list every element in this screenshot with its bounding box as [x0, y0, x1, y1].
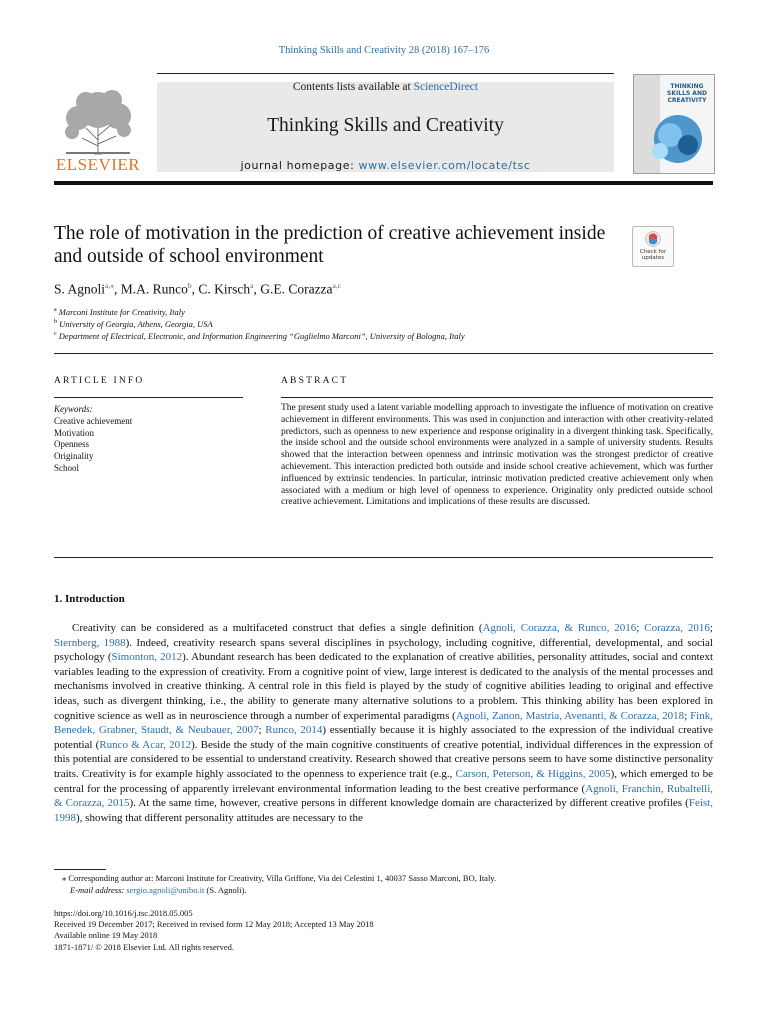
keyword-item: Openness: [54, 439, 89, 450]
citation-link[interactable]: Agnoli, Corazza, & Runco, 2016: [482, 622, 637, 634]
author-list: S. Agnoli$^{a,⁎}$, M.A. Runco$^b$, C. Kirsch$^a$, G.E. Corazza$^{a,c}$: [54, 281, 342, 297]
body-text: ;: [684, 709, 691, 722]
affiliation-item: [54, 331, 465, 341]
author-name: M.A. Runco: [120, 281, 188, 297]
journal-citation-link[interactable]: Thinking Skills and Creativity 28 (2018) 167–176: [278, 45, 490, 56]
corresponding-author-note: ⁎ Corresponding author at: Marconi Institute for Creativity, Villa Griffone, Via dei Celestini 1, 40037 Sasso Marconi, BO, Italy.: [62, 873, 497, 883]
cover-artwork: [640, 109, 710, 167]
contents-line: [157, 81, 614, 93]
contents-prefix: Contents lists available at: [292, 81, 414, 93]
body-text: ). Indeed, creativity research spans several disciplines in psychology, including cognitive, differential, developmental, and social psychology (: [54, 636, 713, 664]
article-info-rule: [54, 397, 243, 398]
affiliation-mark: c: [54, 331, 57, 338]
body-text: ), showing that different personality attitudes are necessary to the: [76, 811, 363, 824]
cover-title: THINKING SKILLS AND CREATIVITY: [667, 83, 707, 104]
masthead-top-rule: [157, 73, 614, 74]
author-affiliation-mark[interactable]: b: [187, 281, 192, 290]
author-name: C. Kirsch: [198, 281, 251, 297]
keyword-item: Motivation: [54, 427, 94, 438]
abstract-text: The present study used a latent variable modelling approach to investigate the influence of motivation on creative achievement in different environments. This was used in conjunction and interaction with other creativity-related predictors, such as openness to new experience and response originality in a divergent thinking task. Specifically, the inside school and the outside school environments were analyzed in a sample of university students. Results showed that the interaction between openness and intrinsic motivation was the strongest predictor of creative achievement. This interaction predicted both outside and inside school creative achievement, which was further influenced by extrinsic tendencies. In particular, intrinsic motivation predicted creative achievement only when associated with a medium or high level of openness to experience. Originality only predicted outside school creative achievement. Limitations and implications of these results are discussed.: [281, 403, 713, 508]
citation-link[interactable]: Agnoli, Franchin, Rubaltelli, & Corazza, 2015: [54, 782, 713, 810]
citation-link[interactable]: Sternberg, 1988: [54, 636, 126, 649]
homepage-line: [157, 159, 614, 172]
author-affiliation-mark[interactable]: a: [250, 281, 254, 290]
keywords-label: Keywords:: [54, 404, 93, 414]
copyright-line: 1871-1871/ © 2018 Elsevier Ltd. All rights reserved.: [54, 942, 234, 952]
publisher-name: ELSEVIER: [55, 155, 141, 174]
introduction-paragraph: [54, 621, 713, 825]
affiliation-item: [54, 307, 185, 317]
abstract-bottom-divider: [54, 557, 713, 558]
body-text: ;: [709, 622, 713, 634]
check-for-updates-label: Check for updates: [639, 249, 667, 261]
body-text: ). Beside the study of the main cognitive constituents of creative potential, individual differences in the expression of this potential are considered to be essential to understand creativity. Research showed that creative persons seem to have some distinctive personality traits. Creativity is for example highly associated to the openness to experience trait (e.g.,: [54, 738, 713, 780]
affiliation-text: Marconi Institute for Creativity, Italy: [58, 307, 185, 317]
email-label: E-mail address:: [70, 885, 127, 895]
available-online-date: Available online 19 May 2018: [54, 930, 158, 940]
body-text: ). Abundant research has been dedicated to the explanation of creative abilities, personality attitudes, social and context variables leading to the expression of creativity. From a cognitive point of view, large interest is dedicated to the analysis of the mental processes and mechanisms involved in creative thinking. A central role in this field is played by the study of cognitive abilities leading to original and effective ideas, such as divergent thinking, i.e., the ability to generate many alternative solutions to a problem. This thinking ability has been explored in cognitive science as well as in neuroscience through a number of experimental paradigms (: [54, 651, 713, 722]
body-text: ;: [258, 724, 266, 737]
masthead-bottom-rule: [54, 181, 713, 185]
keyword-item: Originality: [54, 451, 94, 462]
author-name: S. Agnoli: [54, 281, 106, 297]
affiliation-text: University of Georgia, Athens, Georgia, USA: [59, 319, 213, 329]
crossmark-icon: [645, 231, 661, 247]
affiliation-text: Department of Electrical, Electronic, and Information Engineering “Guglielmo Marconi”, University of Bologna, Italy: [58, 331, 465, 341]
citation-link[interactable]: Runco, 2014: [265, 724, 323, 737]
citation-link[interactable]: Corazza, 2016: [644, 622, 710, 634]
journal-cover-thumbnail[interactable]: [633, 74, 715, 174]
author-name: G.E. Corazza: [260, 281, 333, 297]
citation-link[interactable]: Agnoli, Zanon, Mastria, Avenanti, & Corazza, 2018: [455, 709, 685, 722]
email-note: [70, 885, 246, 895]
article-title: The role of motivation in the prediction of creative achievement inside and outside of school environment: [54, 223, 606, 267]
article-info-heading: ARTICLE INFO: [54, 376, 145, 386]
keywords-block: [54, 404, 132, 475]
body-text: ;: [636, 622, 645, 634]
body-text: Creativity can be considered as a multifaceted construct that defies a single definition (: [72, 622, 483, 634]
author-email-link[interactable]: sergio.agnoli@unibo.it: [126, 885, 205, 895]
author-affiliation-mark[interactable]: a,⁎: [105, 281, 114, 290]
keyword-item: School: [54, 462, 80, 473]
header-divider: [54, 353, 713, 354]
journal-homepage-link[interactable]: www.elsevier.com/locate/tsc: [358, 159, 531, 172]
citation-link[interactable]: Runco & Acar, 2012: [99, 738, 192, 751]
abstract-heading: ABSTRACT: [281, 376, 349, 386]
footnote-rule: [54, 869, 106, 870]
homepage-prefix: journal homepage:: [240, 159, 359, 172]
introduction-heading: 1. Introduction: [54, 593, 125, 605]
affiliation-mark: a: [54, 307, 57, 314]
citation-link[interactable]: Simonton, 2012: [111, 651, 183, 664]
citation-link[interactable]: Fink, Benedek, Grabner, Staudt, & Neubauer, 2007: [54, 709, 713, 737]
journal-name: Thinking Skills and Creativity: [267, 115, 504, 136]
affiliation-item: [54, 319, 213, 329]
received-dates: Received 19 December 2017; Received in revised form 12 May 2018; Accepted 13 May 2018: [54, 919, 374, 929]
sciencedirect-link[interactable]: ScienceDirect: [413, 81, 479, 93]
abstract-rule: [281, 397, 713, 398]
body-text: ), which emerged to be central for the processing of apparently irrelevant environmental information leading to the best creative performance (: [54, 767, 713, 795]
doi-link[interactable]: https://doi.org/10.1016/j.tsc.2018.05.005: [54, 908, 193, 918]
citation-link[interactable]: Carson, Peterson, & Higgins, 2005: [455, 767, 611, 780]
citation-link[interactable]: Feist, 1998: [54, 797, 713, 824]
affiliation-mark: b: [54, 319, 57, 326]
check-for-updates-badge[interactable]: [632, 226, 674, 267]
body-text: ). At the same time, however, creative persons in different knowledge domain are characterized by different creative profiles (: [129, 797, 689, 810]
author-affiliation-mark[interactable]: a,c: [332, 281, 342, 290]
email-suffix: (S. Agnoli).: [204, 885, 247, 895]
body-text: ) essentially because it is highly associated to the expression of the individual creative potential (: [54, 724, 713, 751]
keyword-item: Creative achievement: [54, 415, 133, 426]
